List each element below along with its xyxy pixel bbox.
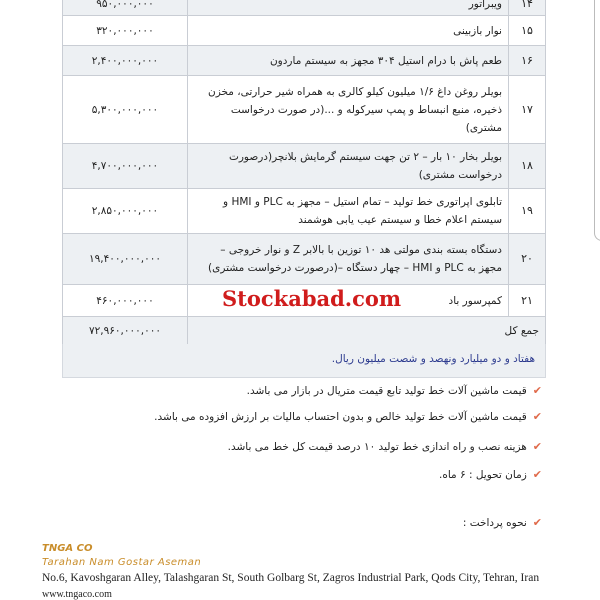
row-description: دستگاه بسته بندی مولتی هد ۱۰ توزین با بالابر Z و نوار خروجی – مجهز به PLC و HMI – چهار دستگاه –(درصورت درخواست مشتری) bbox=[188, 234, 509, 285]
watermark: Stockabad.com bbox=[222, 286, 402, 311]
checkmark-icon: ✔ bbox=[532, 516, 542, 529]
footer-company-name: Tarahan Nam Gostar Aseman bbox=[42, 557, 202, 568]
row-number: ۱۶ bbox=[509, 46, 546, 76]
total-in-words-box bbox=[62, 344, 546, 378]
checkmark-icon: ✔ bbox=[532, 468, 542, 481]
row-price: ۲,۸۵۰,۰۰۰,۰۰۰ bbox=[63, 189, 188, 234]
note-text: قیمت ماشین آلات خط تولید تابع قیمت متریال در بازار می باشد. bbox=[246, 385, 527, 397]
row-number: ۱۵ bbox=[509, 16, 546, 46]
checkmark-icon: ✔ bbox=[532, 440, 542, 453]
table-row bbox=[63, 189, 546, 234]
total-label: جمع کل bbox=[188, 317, 546, 345]
row-number: ۱۷ bbox=[509, 76, 546, 144]
note-item bbox=[247, 384, 542, 397]
note-item bbox=[463, 516, 542, 529]
note-text: نحوه پرداخت : bbox=[462, 517, 527, 529]
row-description: طعم پاش با درام استیل ۳۰۴ مجهز به سیستم ماردون bbox=[188, 46, 509, 76]
footer-website[interactable]: www.tngaco.com bbox=[42, 589, 112, 600]
table-row bbox=[63, 0, 546, 16]
row-price: ۱۹,۴۰۰,۰۰۰,۰۰۰ bbox=[63, 234, 188, 285]
row-description: ویبراتور bbox=[188, 0, 509, 16]
table-row bbox=[63, 76, 546, 144]
row-number: ۱۸ bbox=[509, 144, 546, 189]
note-item bbox=[439, 468, 542, 481]
note-text: قیمت ماشین آلات خط تولید خالص و بدون احتساب مالیات بر ارزش افزوده می باشد. bbox=[154, 411, 527, 423]
row-price: ۳۲۰,۰۰۰,۰۰۰ bbox=[63, 16, 188, 46]
row-number: ۱۴ bbox=[509, 0, 546, 16]
note-text: هزینه نصب و راه اندازی خط تولید ۱۰ درصد قیمت کل خط می باشد. bbox=[227, 441, 527, 453]
row-number: ۲۰ bbox=[509, 234, 546, 285]
footer-company-short: TNGA CO bbox=[42, 543, 93, 554]
table-row bbox=[63, 144, 546, 189]
note-text: زمان تحویل : ۶ ماه. bbox=[438, 469, 527, 481]
total-row bbox=[63, 317, 546, 345]
total-in-words: هفتاد و دو میلیارد ونهصد و شصت میلیون ریال. bbox=[331, 353, 535, 365]
row-price: ۴۶۰,۰۰۰,۰۰۰ bbox=[63, 285, 188, 317]
total-price: ۷۲,۹۶۰,۰۰۰,۰۰۰ bbox=[63, 317, 188, 345]
row-description: بویلر روغن داغ ۱/۶ میلیون کیلو کالری به همراه شیر حرارتی، مخزن ذخیره، منبع انبساط و پمپ سیرکوله و ...(در صورت درخواست مشتری) bbox=[188, 76, 509, 144]
row-description: تابلوی اپراتوری خط تولید – تمام استیل – مجهز به PLC و HMI و سیستم اعلام خطا و سیستم عیب یابی هوشمند bbox=[188, 189, 509, 234]
footer-address: No.6, Kavoshgaran Alley, Talashgaran St, South Golbarg St, Zagros Industrial Park, Qods City, Tehran, Iran bbox=[42, 572, 540, 584]
note-item bbox=[154, 410, 542, 423]
page-edge-divider bbox=[594, 0, 600, 241]
row-description: بویلر بخار ۱۰ بار – ۲ تن جهت سیستم گرمایش بلانچر(درصورت درخواست مشتری) bbox=[188, 144, 509, 189]
row-price: ۴,۷۰۰,۰۰۰,۰۰۰ bbox=[63, 144, 188, 189]
checkmark-icon: ✔ bbox=[532, 384, 542, 397]
row-number: ۲۱ bbox=[509, 285, 546, 317]
row-price: ۵,۳۰۰,۰۰۰,۰۰۰ bbox=[63, 76, 188, 144]
row-number: ۱۹ bbox=[509, 189, 546, 234]
row-price: ۲,۴۰۰,۰۰۰,۰۰۰ bbox=[63, 46, 188, 76]
table-row bbox=[63, 46, 546, 76]
row-description: کمپرسور باد bbox=[188, 285, 509, 317]
table-row bbox=[63, 16, 546, 46]
checkmark-icon: ✔ bbox=[532, 410, 542, 423]
row-description: نوار بازبینی bbox=[188, 16, 509, 46]
table-row bbox=[63, 234, 546, 285]
note-item bbox=[228, 440, 542, 453]
row-price: ۹۵۰,۰۰۰,۰۰۰ bbox=[63, 0, 188, 16]
